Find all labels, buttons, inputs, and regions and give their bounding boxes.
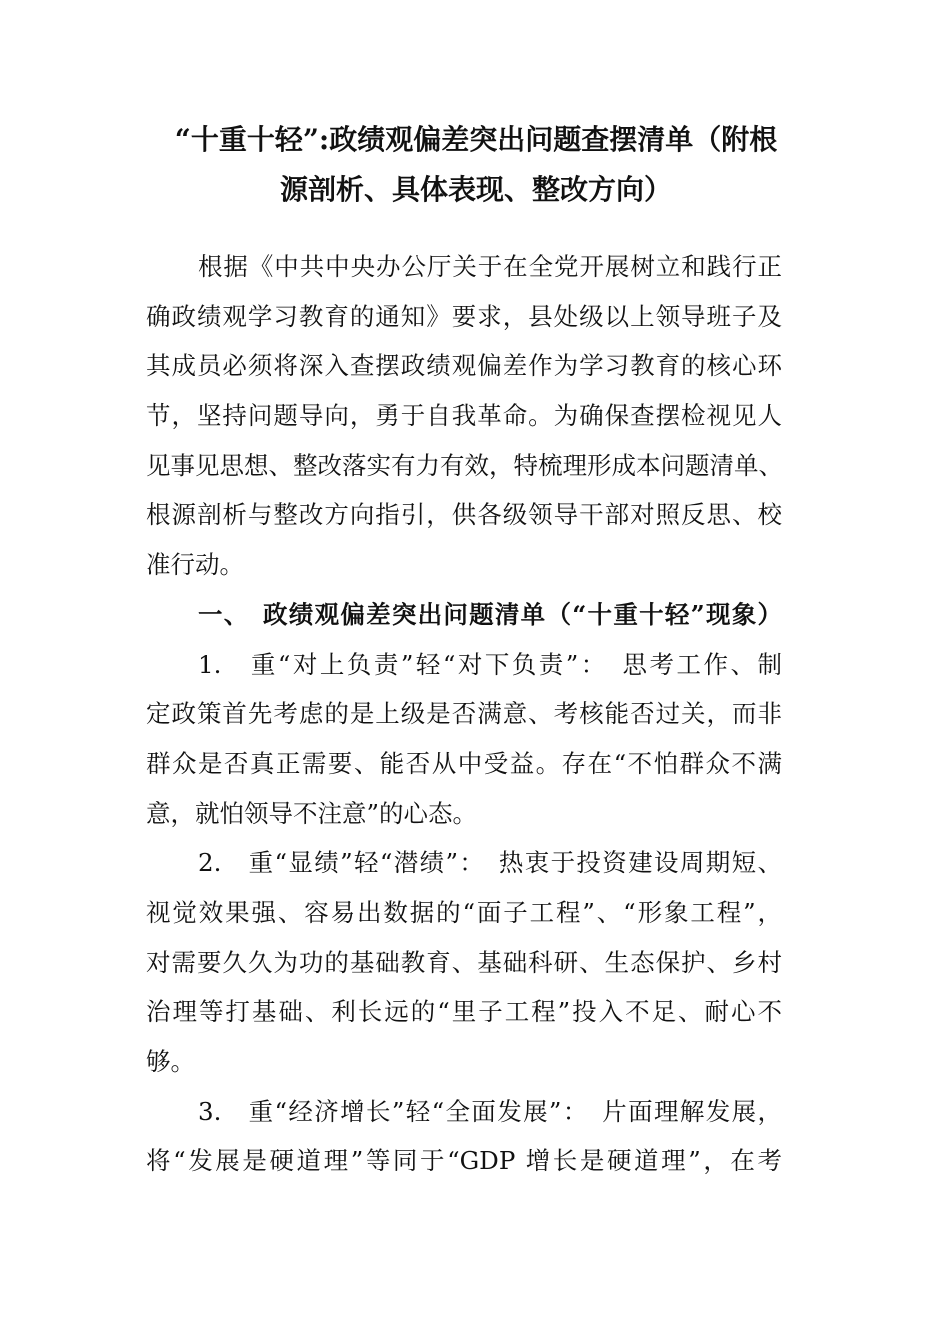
text-line: 根源剖析与整改方向指引，供各级领导干部对照反思、校: [146, 500, 782, 530]
text-line: 将“发展是硬道理”等同于“GDP 增长是硬道理”，在考: [146, 1146, 782, 1176]
text-line: 对需要久久为功的基础教育、基础科研、生态保护、乡村: [146, 947, 782, 977]
text-line: 够。: [146, 1047, 195, 1076]
text-line: 其成员必须将深入查摆政绩观偏差作为学习教育的核心环: [146, 351, 782, 381]
text-line: 准行动。: [146, 550, 244, 580]
document-title: [146, 115, 806, 215]
text-line: 确政绩观学习教育的通知》要求，县处级以上领导班子及: [146, 301, 782, 331]
title-line-2: 源剖析、具体表现、整改方向）: [279, 173, 672, 206]
text-line: 根据《中共中央办公厅关于在全党开展树立和践行正: [198, 252, 782, 281]
title-line-1: “十重十轻”:政绩观偏差突出问题查摆清单（附根: [174, 123, 778, 156]
text-line: 意，就怕领导不注意”的心态。: [146, 798, 478, 828]
text-line: 治理等打基础、利长远的“里子工程”投入不足、耐心不: [146, 997, 782, 1027]
text-line: 群众是否真正需要、能否从中受益。存在“不怕群众不满: [146, 748, 782, 778]
document-body: [146, 242, 782, 1186]
text-line: 2. 重“显绩”轻“潜绩”： 热衷于投资建设周期短、: [198, 848, 782, 878]
section-heading: 一、 政绩观偏差突出问题清单（“十重十轻”现象）: [198, 599, 782, 629]
text-line: 视觉效果强、容易出数据的“面子工程”、“形象工程”，: [146, 897, 782, 927]
text-line: 定政策首先考虑的是上级是否满意、考核能否过关，而非: [146, 699, 782, 729]
text-line: 1. 重“对上负责”轻“对下负责”： 思考工作、制: [198, 649, 782, 679]
text-line: 3. 重“经济增长”轻“全面发展”： 片面理解发展，: [198, 1096, 782, 1126]
text-line: 见事见思想、整改落实有力有效，特梳理形成本问题清单、: [146, 450, 783, 480]
text-line: 节，坚持问题导向，勇于自我革命。为确保查摆检视见人: [146, 401, 782, 431]
